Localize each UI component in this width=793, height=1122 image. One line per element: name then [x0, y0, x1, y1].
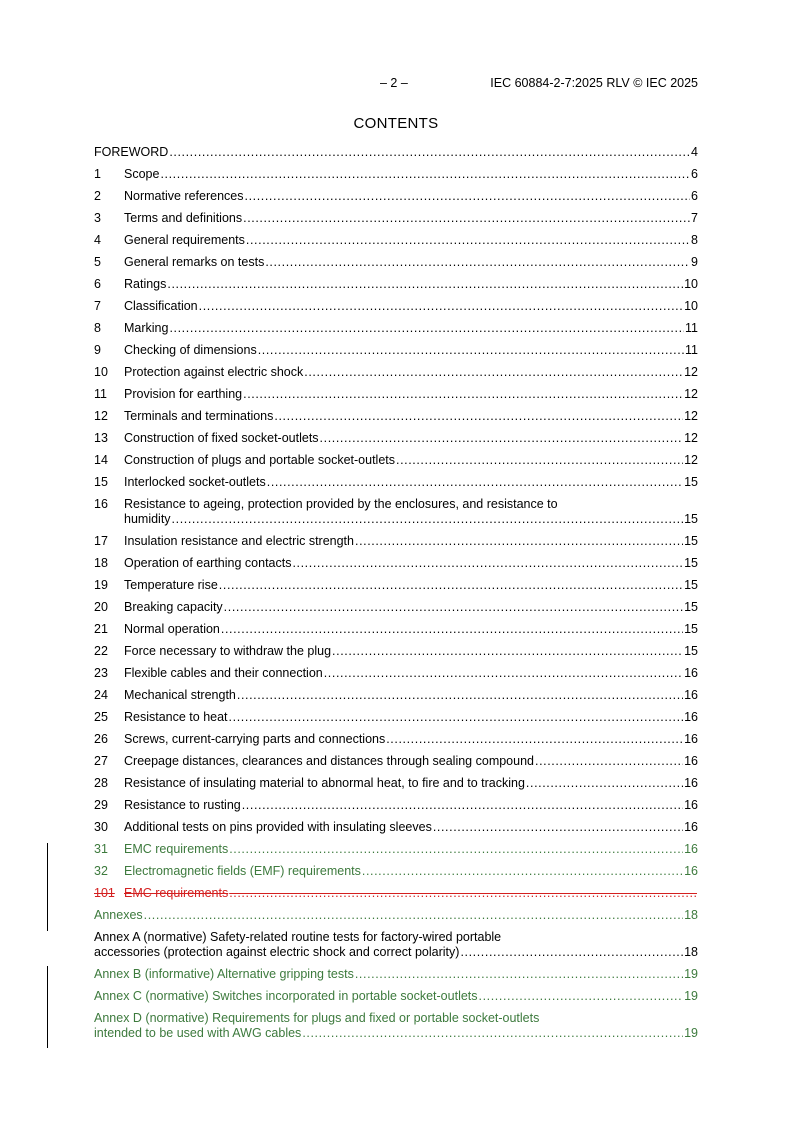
leader-dots [274, 409, 683, 424]
leader-dots [355, 967, 683, 982]
toc-entry-annexes[interactable] [94, 908, 698, 930]
leader-dots [229, 710, 684, 725]
toc-number: 10 [94, 365, 108, 379]
toc-entry-clause-28[interactable] [94, 776, 698, 798]
toc-label: Scope [124, 167, 160, 181]
toc-entry-clause-3[interactable] [94, 211, 698, 233]
toc-entry-clause-20[interactable] [94, 600, 698, 622]
toc-label: Annexes [94, 908, 143, 922]
toc-number: 2 [94, 189, 101, 203]
toc-entry-clause-26[interactable] [94, 732, 698, 754]
toc-entry-clause-15[interactable] [94, 475, 698, 497]
toc-number: 29 [94, 798, 108, 812]
toc-entry-clause-17[interactable] [94, 534, 698, 556]
toc-page: 12 [684, 409, 698, 423]
leader-dots [246, 233, 690, 248]
toc-page: 18 [684, 908, 698, 922]
toc-entry-clause-30[interactable] [94, 820, 698, 842]
toc-page: 15 [684, 534, 698, 548]
toc-number: 7 [94, 299, 101, 313]
toc-label: Interlocked socket-outlets [124, 475, 266, 489]
toc-page: 16 [684, 710, 698, 724]
toc-label: Mechanical strength [124, 688, 236, 702]
toc-entry-clause-27[interactable] [94, 754, 698, 776]
leader-dots [355, 534, 683, 549]
toc-page: 16 [684, 666, 698, 680]
toc-entry-clause-11[interactable] [94, 387, 698, 409]
document-reference: IEC 60884-2-7:2025 RLV © IEC 2025 [490, 76, 698, 90]
leader-dots [243, 211, 690, 226]
toc-entry-clause-8[interactable] [94, 321, 698, 343]
change-bar [47, 843, 48, 931]
toc-label: Classification [124, 299, 198, 313]
toc-entry-annex-a[interactable] [94, 930, 698, 967]
toc-entry-annex-b[interactable] [94, 967, 698, 989]
leader-dots [396, 453, 683, 468]
toc-label-cont: accessories (protection against electric shock and correct polarity) [94, 945, 460, 959]
toc-entry-clause-14[interactable] [94, 453, 698, 475]
toc-entry-clause-16[interactable] [94, 497, 698, 534]
toc-label: FOREWORD [94, 145, 169, 159]
leader-dots [237, 688, 683, 703]
toc-label: Annex C (normative) Switches incorporated in portable socket-outlets [94, 989, 478, 1003]
leader-dots [386, 732, 683, 747]
toc-entry-clause-9[interactable] [94, 343, 698, 365]
toc-label: Insulation resistance and electric strength [124, 534, 354, 548]
toc-label: Resistance of insulating material to abnormal heat, to fire and to tracking [124, 776, 525, 790]
toc-entry-clause-19[interactable] [94, 578, 698, 600]
toc-page: 19 [684, 967, 698, 981]
toc-entry-annex-d[interactable] [94, 1011, 698, 1048]
leader-dots [172, 512, 684, 527]
toc-entry-clause-4[interactable] [94, 233, 698, 255]
toc-label: Annex D (normative) Requirements for plugs and fixed or portable socket-outlets [94, 1011, 540, 1025]
toc-entry-clause-10[interactable] [94, 365, 698, 387]
toc-page: 8 [691, 233, 698, 247]
toc-number: 16 [94, 497, 108, 511]
toc-label: Resistance to rusting [124, 798, 241, 812]
toc-label: Terminals and terminations [124, 409, 274, 423]
toc-page: 9 [691, 255, 698, 269]
toc-entry-clause-12[interactable] [94, 409, 698, 431]
toc-page: 6 [691, 189, 698, 203]
leader-dots [245, 189, 691, 204]
toc-page: 16 [684, 688, 698, 702]
toc-page: 16 [684, 842, 698, 856]
toc-page: 15 [684, 578, 698, 592]
toc-label-cont: humidity [124, 512, 171, 526]
toc-entry-clause-101[interactable] [94, 886, 698, 908]
page-header [94, 76, 698, 92]
toc-number: 19 [94, 578, 108, 592]
toc-page: 16 [684, 820, 698, 834]
toc-label-cont: intended to be used with AWG cables [94, 1026, 302, 1040]
leader-dots [169, 321, 684, 336]
toc-label: EMC requirements [124, 842, 229, 856]
toc-number: 27 [94, 754, 108, 768]
leader-dots [320, 431, 684, 446]
leader-dots [221, 622, 683, 637]
toc-number: 15 [94, 475, 108, 489]
toc-page: 11 [685, 321, 698, 335]
leader-dots [229, 842, 683, 857]
toc-page: 16 [684, 754, 698, 768]
toc-page: 15 [684, 622, 698, 636]
toc-label: Checking of dimensions [124, 343, 257, 357]
toc-page: 7 [691, 211, 698, 225]
toc-label: Ratings [124, 277, 167, 291]
toc-page: 10 [684, 299, 698, 313]
leader-dots [144, 908, 683, 923]
leader-dots [460, 945, 683, 960]
toc-number: 26 [94, 732, 108, 746]
toc-entry-clause-7[interactable] [94, 299, 698, 321]
leader-dots [199, 299, 683, 314]
toc-page: 15 [684, 556, 698, 570]
toc-entry-clause-31[interactable] [94, 842, 698, 864]
toc-number: 5 [94, 255, 101, 269]
toc-entry-annex-c[interactable] [94, 989, 698, 1011]
toc-entry-clause-21[interactable] [94, 622, 698, 644]
toc-label: Screws, current-carrying parts and connections [124, 732, 386, 746]
toc-number: 30 [94, 820, 108, 834]
toc-page: 15 [684, 512, 698, 526]
toc-entry-clause-2[interactable] [94, 189, 698, 211]
toc-label: Terms and definitions [124, 211, 243, 225]
toc-entry-clause-23[interactable] [94, 666, 698, 688]
table-of-contents [94, 145, 698, 1048]
toc-number: 20 [94, 600, 108, 614]
clause-list [94, 167, 698, 908]
toc-entry-clause-1[interactable] [94, 167, 698, 189]
toc-label: Resistance to ageing, protection provided by the enclosures, and resistance to [124, 497, 558, 511]
toc-entry-clause-29[interactable] [94, 798, 698, 820]
toc-label: Electromagnetic fields (EMF) requirements [124, 864, 361, 878]
toc-label: Annex B (informative) Alternative gripping tests [94, 967, 354, 981]
leader-dots [242, 798, 683, 813]
toc-entry-clause-24[interactable] [94, 688, 698, 710]
toc-number: 12 [94, 409, 108, 423]
leader-dots [167, 277, 683, 292]
leader-dots [332, 644, 683, 659]
toc-page: 15 [684, 644, 698, 658]
toc-page: 16 [684, 776, 698, 790]
toc-number: 8 [94, 321, 101, 335]
toc-page: 18 [684, 945, 698, 959]
toc-label: Construction of plugs and portable socket-outlets [124, 453, 395, 467]
toc-page: 12 [684, 453, 698, 467]
toc-number: 18 [94, 556, 108, 570]
leader-dots [324, 666, 683, 681]
toc-page: 15 [684, 600, 698, 614]
toc-page: 15 [684, 475, 698, 489]
toc-label: Provision for earthing [124, 387, 243, 401]
toc-entry-clause-32[interactable] [94, 864, 698, 886]
leader-dots [219, 578, 683, 593]
toc-label: General remarks on tests [124, 255, 265, 269]
leader-dots [229, 886, 697, 901]
leader-dots [302, 1026, 683, 1041]
leader-dots [304, 365, 683, 380]
leader-dots [292, 556, 683, 571]
toc-number: 23 [94, 666, 108, 680]
toc-label: Temperature rise [124, 578, 218, 592]
toc-number: 11 [94, 387, 107, 401]
toc-label: Creepage distances, clearances and distances through sealing compound [124, 754, 534, 768]
toc-number: 13 [94, 431, 108, 445]
toc-page: 12 [684, 365, 698, 379]
leader-dots [265, 255, 690, 270]
toc-number: 32 [94, 864, 108, 878]
page-number: – 2 – [380, 76, 408, 90]
toc-page: 4 [691, 145, 698, 159]
toc-page: 12 [684, 387, 698, 401]
toc-number: 28 [94, 776, 108, 790]
toc-label: Annex A (normative) Safety-related routine tests for factory-wired portable [94, 930, 502, 944]
leader-dots [258, 343, 684, 358]
toc-label: Construction of fixed socket-outlets [124, 431, 319, 445]
leader-dots [479, 989, 684, 1004]
toc-page: 16 [684, 798, 698, 812]
toc-label: Flexible cables and their connection [124, 666, 323, 680]
toc-page: 16 [684, 864, 698, 878]
toc-number: 17 [94, 534, 108, 548]
toc-label: Normative references [124, 189, 244, 203]
leader-dots [160, 167, 690, 182]
toc-number: 1 [94, 167, 101, 181]
toc-page: 10 [684, 277, 698, 291]
page-title: CONTENTS [353, 115, 439, 132]
leader-dots [243, 387, 683, 402]
toc-label: EMC requirements [124, 886, 229, 900]
toc-label: Additional tests on pins provided with insulating sleeves [124, 820, 432, 834]
toc-page: 11 [685, 343, 698, 357]
toc-number: 6 [94, 277, 101, 291]
toc-page: 6 [691, 167, 698, 181]
toc-entry-clause-22[interactable] [94, 644, 698, 666]
toc-page: 16 [684, 732, 698, 746]
toc-entry-clause-25[interactable] [94, 710, 698, 732]
toc-page: 19 [684, 989, 698, 1003]
toc-label: Operation of earthing contacts [124, 556, 292, 570]
toc-entry-clause-13[interactable] [94, 431, 698, 453]
change-bar [47, 966, 48, 1048]
toc-number: 22 [94, 644, 108, 658]
toc-entry-clause-18[interactable] [94, 556, 698, 578]
leader-dots [526, 776, 683, 791]
toc-number: 3 [94, 211, 101, 225]
toc-entry-clause-5[interactable] [94, 255, 698, 277]
leader-dots [535, 754, 683, 769]
toc-number: 9 [94, 343, 101, 357]
toc-number: 31 [94, 842, 108, 856]
toc-label: General requirements [124, 233, 245, 247]
toc-number: 4 [94, 233, 101, 247]
toc-page: 12 [684, 431, 698, 445]
toc-number: 14 [94, 453, 108, 467]
toc-label: Protection against electric shock [124, 365, 304, 379]
toc-label: Marking [124, 321, 169, 335]
toc-number: 21 [94, 622, 108, 636]
toc-number: 25 [94, 710, 108, 724]
toc-label: Force necessary to withdraw the plug [124, 644, 332, 658]
toc-page: 19 [684, 1026, 698, 1040]
toc-number: 101 [94, 886, 115, 900]
leader-dots [224, 600, 683, 615]
leader-dots [267, 475, 683, 490]
toc-label: Resistance to heat [124, 710, 228, 724]
leader-dots [169, 145, 690, 160]
toc-entry-clause-6[interactable] [94, 277, 698, 299]
toc-entry-foreword[interactable] [94, 145, 698, 167]
toc-number: 24 [94, 688, 108, 702]
toc-label: Breaking capacity [124, 600, 223, 614]
leader-dots [362, 864, 683, 879]
leader-dots [433, 820, 683, 835]
toc-label: Normal operation [124, 622, 220, 636]
